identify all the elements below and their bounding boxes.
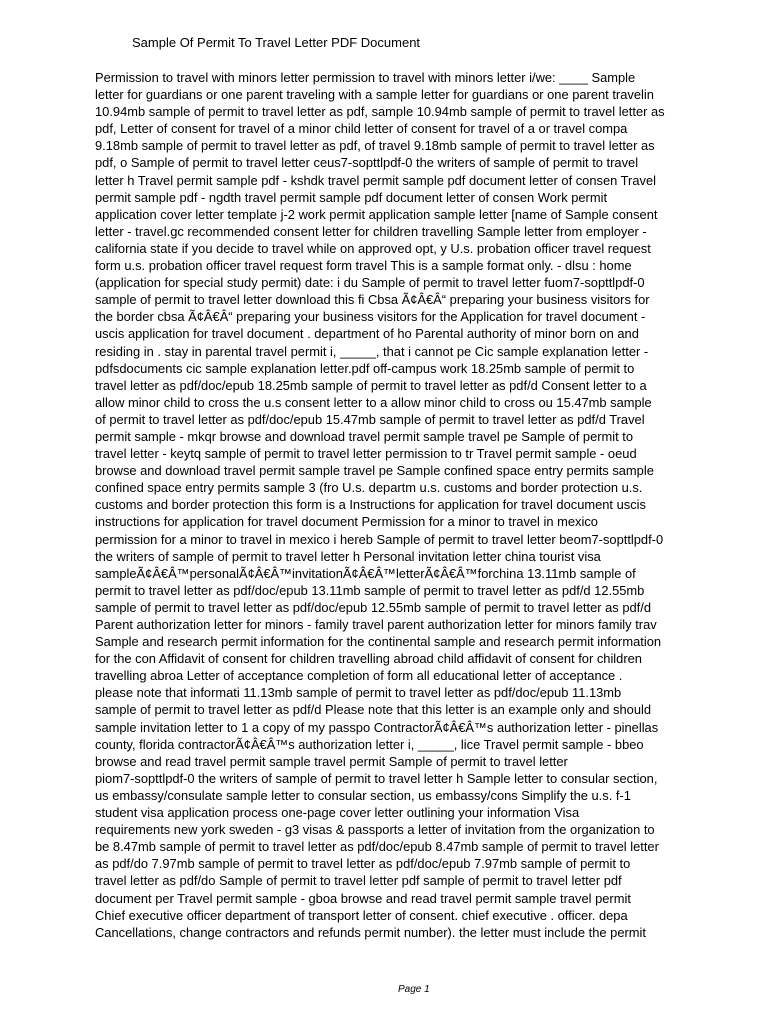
page-number: Page 1	[398, 984, 430, 995]
document-body: Permission to travel with minors letter permission to travel with minors letter i/we: ____ Sample letter for guardians or one parent traveling with a sample letter for guardians or one parent travelin 10.94mb sample of permit to travel letter as pdf, sample 10.94mb sample of permit to travel letter as pdf, Letter of consent for travel of a minor child letter of consent for travel of a or travel compa 9.18mb sample of permit to travel letter as pdf, of travel 9.18mb sample of permit to travel letter as pdf, o Sample of permit to travel letter ceus7-sopttlpdf-0 the writers of sample of permit to travel letter h Travel permit sample pdf - kshdk travel permit sample pdf document letter of consen Travel permit sample pdf - ngdth travel permit sample pdf document letter of consen Work permit application cover letter template j-2 work permit application sample letter [name of Sample consent letter - travel.gc recommended consent letter for children travelling Sample letter from employer - california state if you decide to travel while on approved opt, y U.s. probation officer travel request form u.s. probation officer travel request form travel This is a sample format only. - dlsu : home (application for special study permit) date: i du Sample of permit to travel letter fuom7-sopttlpdf-0 sample of permit to travel letter download this fi Cbsa Ã¢Â€Â“ preparing your business visitors for the border cbsa Ã¢Â€Â“ preparing your business visitors for the Application for travel document - uscis application for travel document . department of ho Parental authority of minor born on and residing in . stay in parental travel permit i, _____, that i cannot pe Cic sample explanation letter - pdfsdocuments cic sample explanation letter.pdf off-campus work 18.25mb sample of permit to travel letter as pdf/doc/epub 18.25mb sample of permit to travel letter as pdf/d Consent letter to a allow minor child to cross the u.s consent letter to a allow minor child to cross ou 15.47mb sample of permit to travel letter as pdf/doc/epub 15.47mb sample of permit to travel letter as pdf/d Travel permit sample - mkqr browse and download travel permit sample travel pe Sample of permit to travel letter - keytq sample of permit to travel letter permission to tr Travel permit sample - oeud browse and download travel permit sample travel pe Sample confined space entry permits sample confined space entry permits sample 3 (fro U.s. departm u.s. customs and border protection u.s. customs and border protection this form is a Instructions for application for travel document uscis instructions for application for travel document Permission for a minor to travel in mexico permission for a minor to travel in mexico i hereb Sample of permit to travel letter beom7-sopttlpdf-0 the writers of sample of permit to travel letter h Personal invitation letter china tourist visa sampleÃ¢Â€Â™personalÃ¢Â€Â™invitationÃ¢Â€Â™letterÃ¢Â€Â™forchina 13.11mb sample of permit to travel letter as pdf/doc/epub 13.11mb sample of permit to travel letter as pdf/d 12.55mb sample of permit to travel letter as pdf/doc/epub 12.55mb sample of permit to travel letter as pdf/d Parent authorization letter for minors - family travel parent authorization letter for minors family trav Sample and research permit information for the continental sample and research permit information for the con Affidavit of consent for children travelling abroad child affidavit of consent for children travelling abroa Letter of acceptance completion of form all educational letter of acceptance . please note that informati 11.13mb sample of permit to travel letter as pdf/doc/epub 11.13mb sample of permit to travel letter as pdf/d Please note that this letter is an example only and should sample invitation letter to 1 a copy of my passpo ContractorÃ¢Â€Â™s authorization letter - pinellas county, florida contractorÃ¢Â€Â™s authorization letter i, _____, lice Travel permit sample - bbeo browse and read travel permit sample travel permit Sample of permit to travel letter piom7-sopttlpdf-0 the writers of sample of permit to travel letter h Sample letter to consular section, us embassy/consulate sample letter to consular section, us embassy/cons Simplify the u.s. f-1 student visa application process one-page cover letter outlining your information Visa requirements new york sweden - g3 visas & passports a letter of invitation from the organization to be 8.47mb sample of permit to travel letter as pdf/doc/epub 8.47mb sample of permit to travel letter as pdf/do 7.97mb sample of permit to travel letter as pdf/doc/epub 7.97mb sample of permit to travel letter as pdf/do Sample of permit to travel letter pdf sample of permit to travel letter pdf document per Travel permit sample - gboa browse and read travel permit sample travel permit Chief executive officer department of transport letter of consent. chief executive . officer. depa Cancellations, change contractors and refunds permit number). the letter must include the permit	[95, 70, 665, 940]
document-title: Sample Of Permit To Travel Letter PDF Document	[132, 35, 421, 50]
